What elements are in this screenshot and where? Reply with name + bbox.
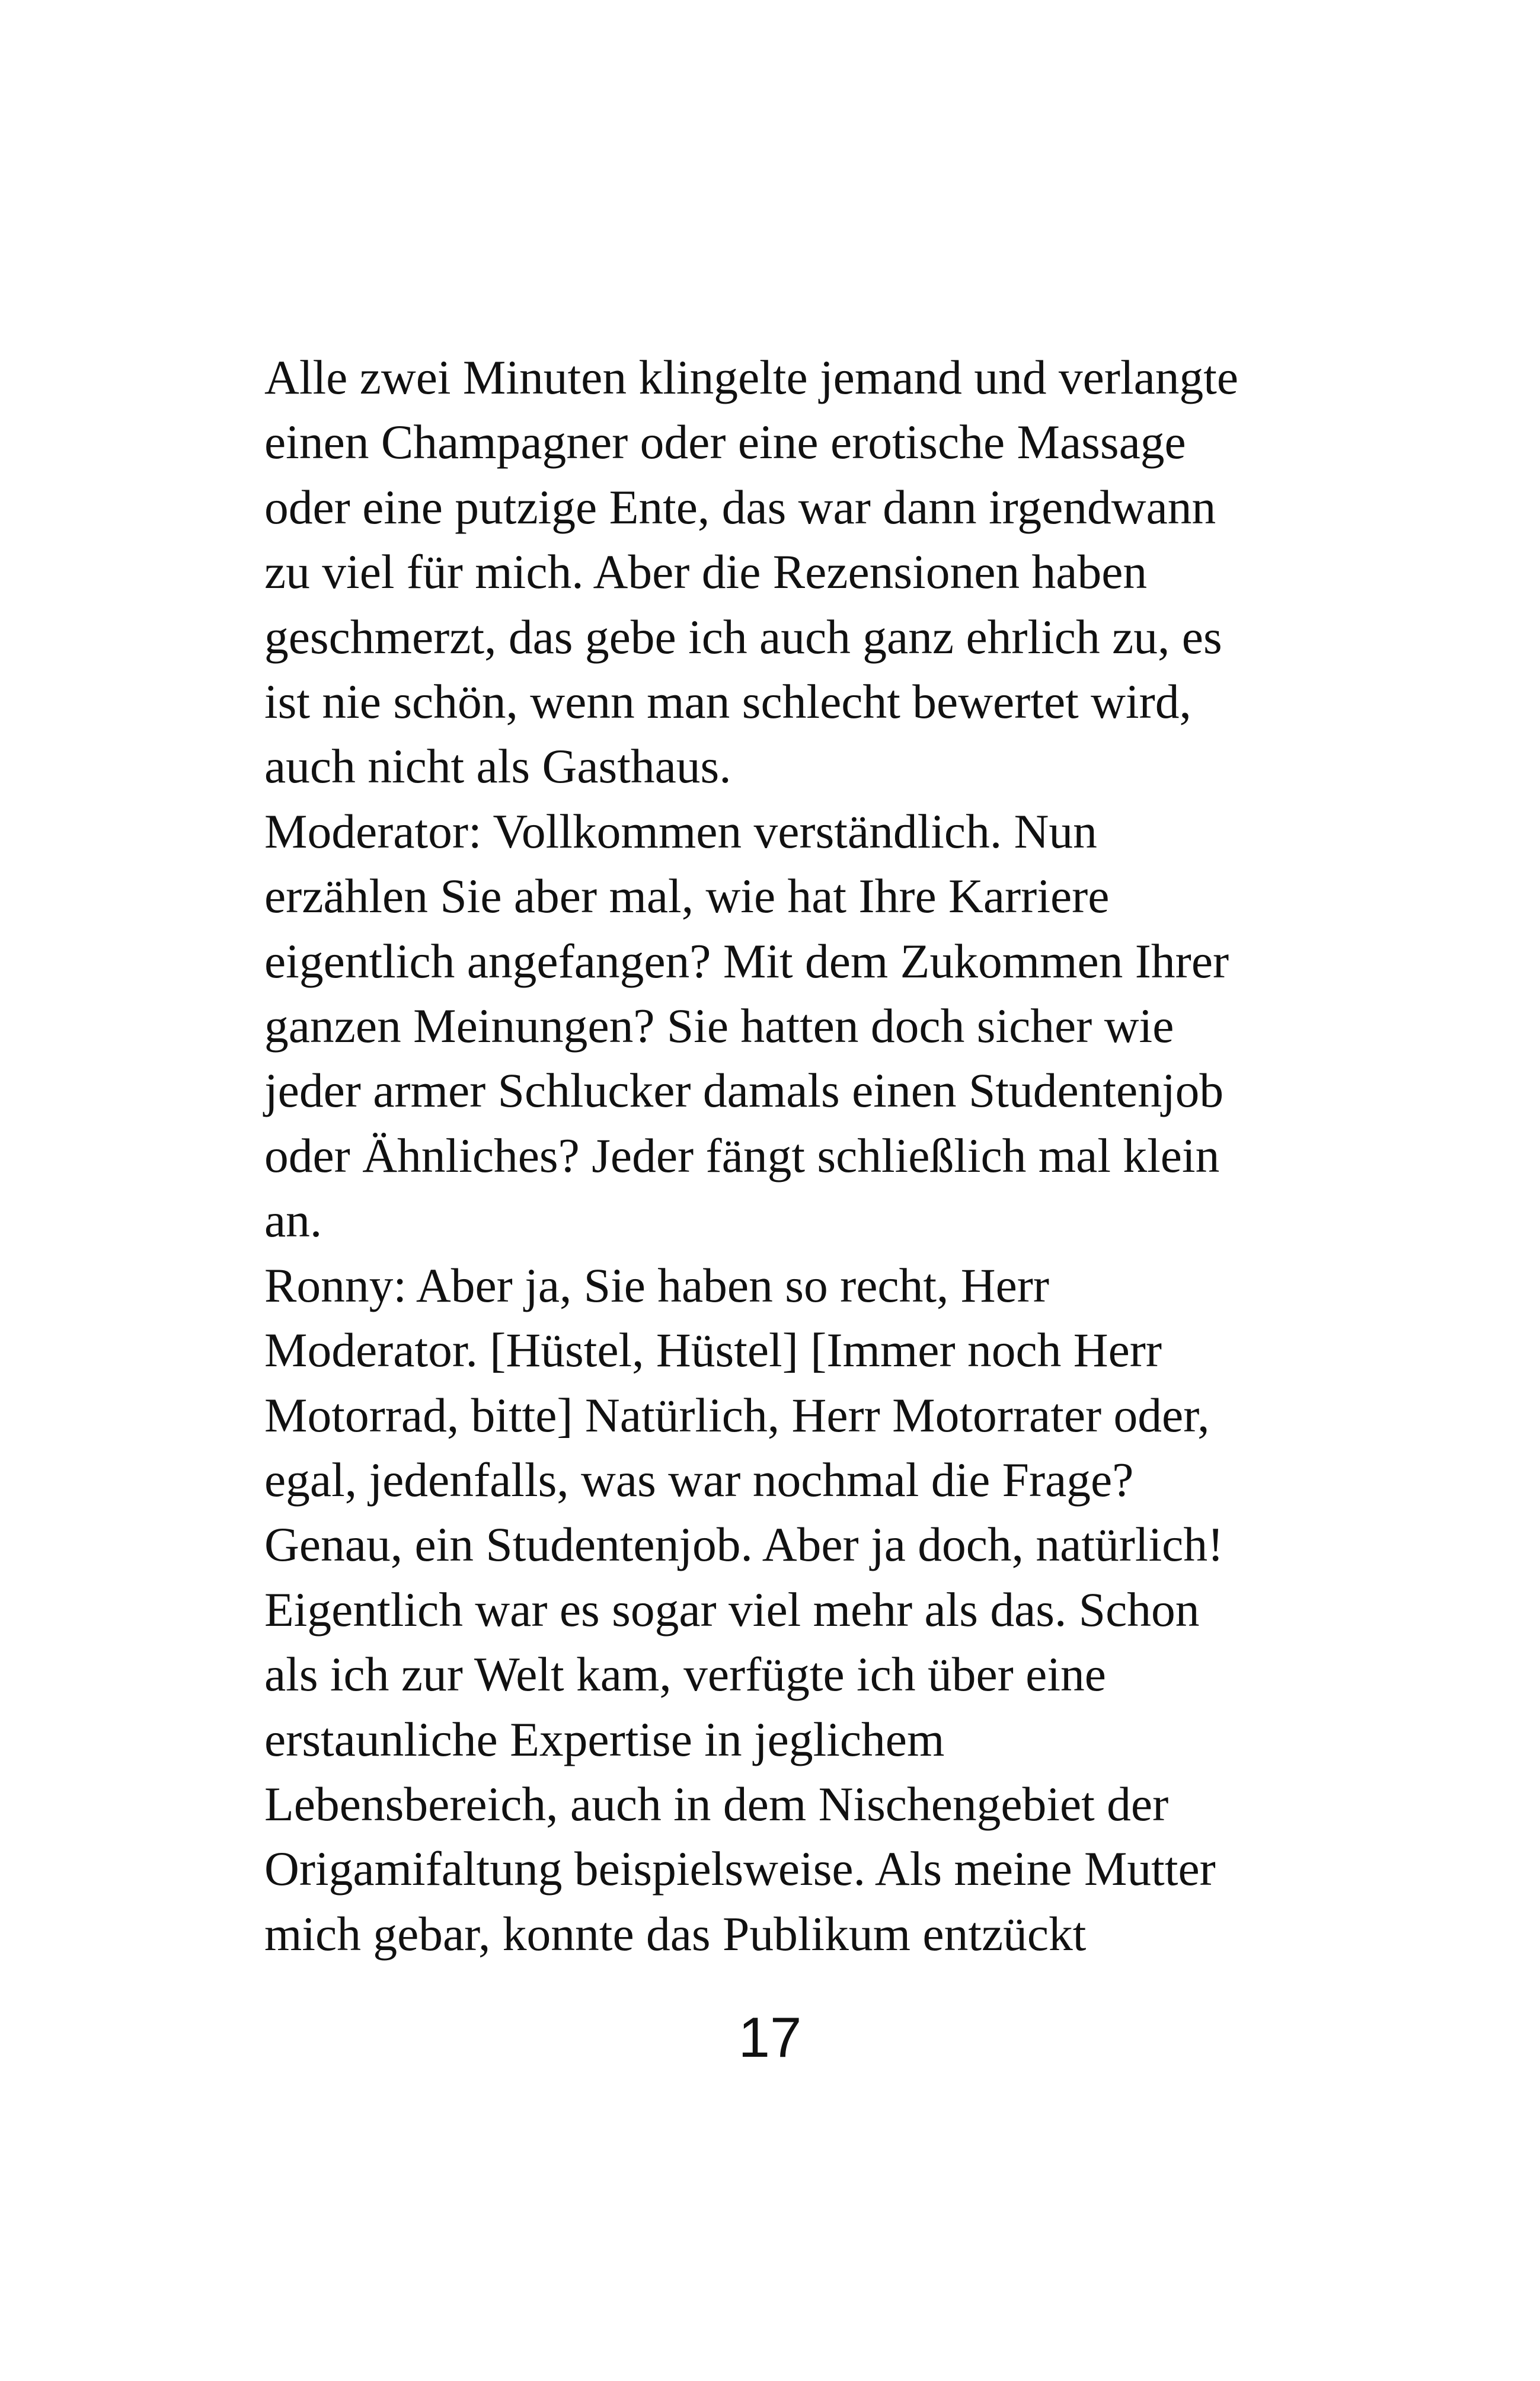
text-line: oder eine putzige Ente, das war dann irgendwann [264,480,1216,534]
text-line: Motorrad, bitte] Natürlich, Herr Motorrater oder, [264,1388,1210,1442]
text-line: Origamifaltung beispielsweise. Als meine Mutter [264,1842,1216,1896]
text-line: auch nicht als Gasthaus. [264,739,731,794]
text-line: Lebensbereich, auch in dem Nischengebiet der [264,1776,1169,1831]
text-line: Moderator. [Hüstel, Hüstel] [Immer noch Herr [264,1323,1162,1378]
text-line: ganzen Meinungen? Sie hatten doch sicher wie [264,999,1174,1053]
text-line: geschmerzt, das gebe ich auch ganz ehrlich zu, es [264,609,1222,664]
page-number: 17 [738,2006,802,2069]
text-line: Moderator: Vollkommen verständlich. Nun [264,804,1097,858]
text-line: Alle zwei Minuten klingelte jemand und verlangte [264,350,1239,404]
text-line: an. [264,1193,322,1248]
text-line: oder Ähnliches? Jeder fängt schließlich mal klein [264,1128,1220,1182]
text-line: mich gebar, konnte das Publikum entzückt [264,1906,1087,1961]
body-text [264,345,1284,1966]
text-line: eigentlich angefangen? Mit dem Zukommen Ihrer [264,934,1229,988]
text-line: erzählen Sie aber mal, wie hat Ihre Karriere [264,869,1110,923]
text-line: einen Champagner oder eine erotische Massage [264,415,1186,469]
text-line: ist nie schön, wenn man schlecht bewertet wird, [264,675,1191,729]
text-line: als ich zur Welt kam, verfügte ich über eine [264,1647,1106,1702]
text-line: Eigentlich war es sogar viel mehr als das. Schon [264,1582,1200,1637]
text-line: Genau, ein Studentenjob. Aber ja doch, natürlich! [264,1517,1224,1572]
text-line: egal, jedenfalls, was war nochmal die Frage? [264,1452,1134,1507]
text-line: erstaunliche Expertise in jeglichem [264,1712,945,1766]
text-line: Ronny: Aber ja, Sie haben so recht, Herr [264,1258,1050,1312]
text-line: jeder armer Schlucker damals einen Studentenjob [264,1063,1224,1118]
text-line: zu viel für mich. Aber die Rezensionen haben [264,545,1148,599]
